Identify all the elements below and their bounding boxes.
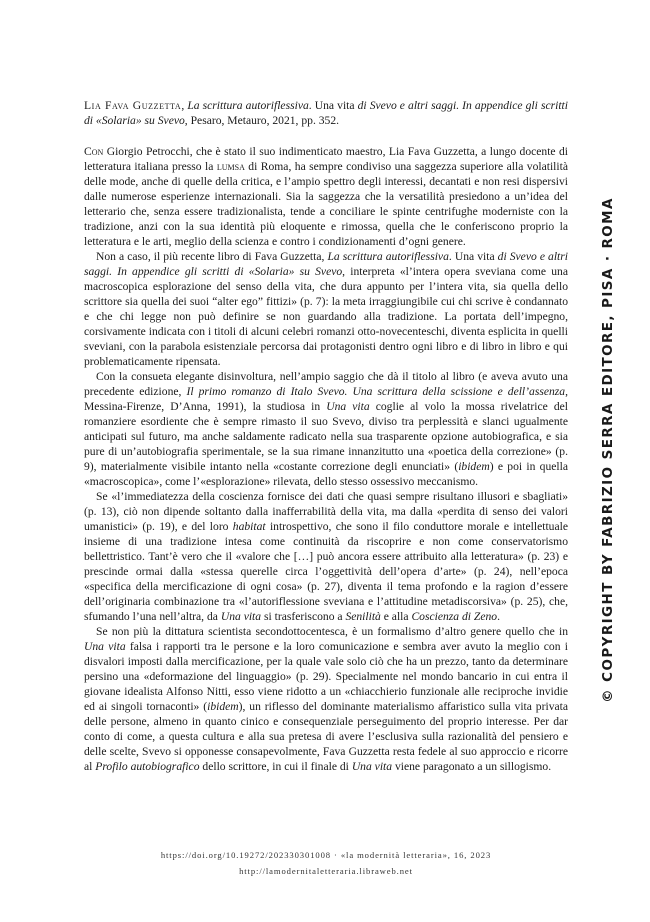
p2-a: Non a caso, il più recente libro di Fava Guzzetta, xyxy=(96,250,328,263)
p2-b: La scrittura autoriflessiva xyxy=(327,250,449,263)
header-publisher: , Pesaro, Metauro, 2021, pp. 352. xyxy=(184,114,340,127)
p5-f: Profilo autobiografico xyxy=(95,760,200,773)
paragraph-1-text-a: Giorgio Petrocchi, che è stato il suo indimenticato maestro, Lia Fava Guzzetta, a lungo docente di letteratura italiana presso la xyxy=(84,145,568,173)
p4-d: Una vita xyxy=(220,610,262,623)
p3-d: Una vita xyxy=(326,400,370,413)
p4-f: Senilità xyxy=(345,610,381,623)
paragraph-1-opening: Con xyxy=(84,145,104,158)
header-subtitle: di Svevo e altri saggi. In appendice gli scritti di «Solaria» su Svevo xyxy=(84,99,569,127)
footer-url-line: http://lamodernitaletteraria.libraweb.net xyxy=(239,866,413,876)
footer-doi-line: https://doi.org/10.19272/202330301008 · «la modernità letteraria», 16, 2023 xyxy=(160,850,492,860)
p3-g: ) e poi in quella «macroscopica», come l’«esplorazione» rilevata, dello stesso ossessivo meccanismo. xyxy=(84,460,568,488)
lumsa-abbrev: lumsa xyxy=(216,160,245,173)
p4-c: introspettivo, che sono il filo conduttore morale e intellettuale insieme di una tradizione intesa come continuità da riscoprire e non come conservatorismo bellettristico. Tant’è vero che il «valore che […] può ancora essere attribuito alla letteratura» (p. 23) e prescinde ormai dalla «stessa querelle circa l’oggettività dell’opera d’arte» (p. 24), nell’epoca «specifica della mercificazione di ogni cosa» (p. 27), diventa il tema profondo e la ragion d’essere dell’originaria combinazione tra «l’autoriflessione sveviana e l’attitudine metadiscorsiva» (p. 25), che, sfumando l’una nell’altra, da xyxy=(84,520,568,623)
header-title: La scrittura autoriflessiva xyxy=(187,99,309,112)
p2-d: di Svevo e altri saggi. In appendice gli scritti di «Solaria» su Svevo xyxy=(84,250,568,278)
review-page xyxy=(84,98,568,774)
p5-e: ), un riflesso del dominante materialismo affaristico sulla vita privata delle persone, almeno in quanto cinico e consequenziale perseguimento del proprio interesse. Per dar conto di come, a questa cultura e alla sua pretesa di avere l’esclusiva sulla razionalità del pensiero e delle scelte, Svevo si opponesse consapevolmente, Fava Guzzetta resta fedele al suo approccio e ricorre al xyxy=(84,700,569,773)
p5-a: Se non più la dittatura scientista secondottocentesca, è un formalismo d’altro genere quello che in xyxy=(96,625,568,638)
p5-i: viene paragonato a un sillogismo. xyxy=(392,760,552,773)
p5-b: Una vita xyxy=(84,640,126,653)
p4-h: Coscienza di Zeno xyxy=(411,610,498,623)
paragraph-3 xyxy=(84,369,568,489)
review-body xyxy=(84,144,568,774)
p3-a: Con la consueta elegante disinvoltura, nell’ampio saggio che dà il titolo al libro (e aveva avuto una precedente edizione, xyxy=(84,370,568,398)
header-sep: , xyxy=(181,99,188,112)
p3-f: ibidem xyxy=(458,460,490,473)
p4-i: . xyxy=(497,610,501,623)
p4-b: habitat xyxy=(232,520,266,533)
p2-e: , interpreta «l’intera opera sveviana come una macroscopica esplorazione del senso della vita, che dura appunto per l’intera vita, sia quella dello scrittore sia quella dei suoi “alter ego” fittizi» (p. 7): la meta irraggiungibile cui chi scrive è condannato e che chi legge non può definire se non guardando alla tradizione. La portata dell’impegno, corsivamente indicata con i titoli di alcuni celebri romanzi otto-novecenteschi, diventa esplicita in quelli sveviani, con la parabola esistenziale percorsa dai protagonisti dentro ogni libro e di libro in libro e qui problematicamente ripensata. xyxy=(84,265,568,368)
p3-b: Il primo romanzo di Italo Svevo. Una scrittura della scissione e dell’assenza xyxy=(186,385,566,398)
p5-d: ibidem xyxy=(207,700,239,713)
p3-e: coglie al volo la mossa rivelatrice del romanziere esordiente che è sempre rimasto il suo Svevo, diviso tra perplessità e slanci ugualmente anticipati sul futuro, ma anche saldamente radicato nella sua trasparente opzione autobiografica, e sia pure di un’autobiografia sperimentale, se la sua rimane innanzitutto una «poetica della correzione» (p. 9), materialmente visibile intanto nella «costante correzione degli enunciati» ( xyxy=(84,400,569,473)
header-title-mid: . Una vita xyxy=(308,99,358,112)
p5-c: falsa i rapporti tra le persone e la loro comunicazione e sembra aver avuto la meglio con i disvalori imposti dalla mercificazione, per la quale vale solo ciò che ha un prezzo, tanto da determinare persino una «deformazione del linguaggio» (p. 29). Specialmente nel mondo bancario in cui entra il giovane idealista Alfonso Nitti, esso viene ridotto a un «chiacchierio funzionale alle reciproche invidie ed ai singoli tornaconti» ( xyxy=(84,640,569,713)
paragraph-1-text-b: di Roma, ha sempre condiviso una saggezza superiore alla volatilità delle mode, anche di quelle della critica, e l’ampio spettro degli interessi, decantati e non resi dispersivi dalle numerose esperienze internazionali. Sia la saggezza che la versatilità presiedono a un’idea del letterario che, senza essere tradizionalista, tende a conciliare le spinte centrifughe moderniste con la tradizione, anzi con la sua identità più eloquente e rimossa, quella che le conferiscono proprio la letteratura e le arti, meglio della scienza e contro i condizionamenti d’ogni genere. xyxy=(84,160,568,248)
paragraph-5 xyxy=(84,624,568,774)
paragraph-4 xyxy=(84,489,568,624)
paragraph-1 xyxy=(84,144,568,249)
p5-h: Una vita xyxy=(351,760,393,773)
copyright-text: © COPYRIGHT BY FABRIZIO SERRA EDITORE, PISA · ROMA xyxy=(600,197,616,703)
p2-c: . Una vita xyxy=(448,250,498,263)
paragraph-2 xyxy=(84,249,568,369)
p4-e: si trasferiscono a xyxy=(261,610,346,623)
header-author: Lia Fava Guzzetta xyxy=(84,99,182,112)
bibliographic-header xyxy=(84,98,568,128)
p4-a: Se «l’immediatezza della coscienza fornisce dei dati che quasi sempre risultano illusori e sbagliati» (p. 13), ciò non dipende soltanto dalla inafferrabilità della vita, ma dalla «perdita di senso dei valori umanistici» (p. 19), e del loro xyxy=(84,490,568,533)
p3-c: , Messina-Firenze, D’Anna, 1991), la studiosa in xyxy=(84,385,568,413)
p5-g: dello scrittore, in cui il finale di xyxy=(199,760,352,773)
p4-g: e alla xyxy=(380,610,412,623)
side-copyright-notice xyxy=(598,197,618,703)
